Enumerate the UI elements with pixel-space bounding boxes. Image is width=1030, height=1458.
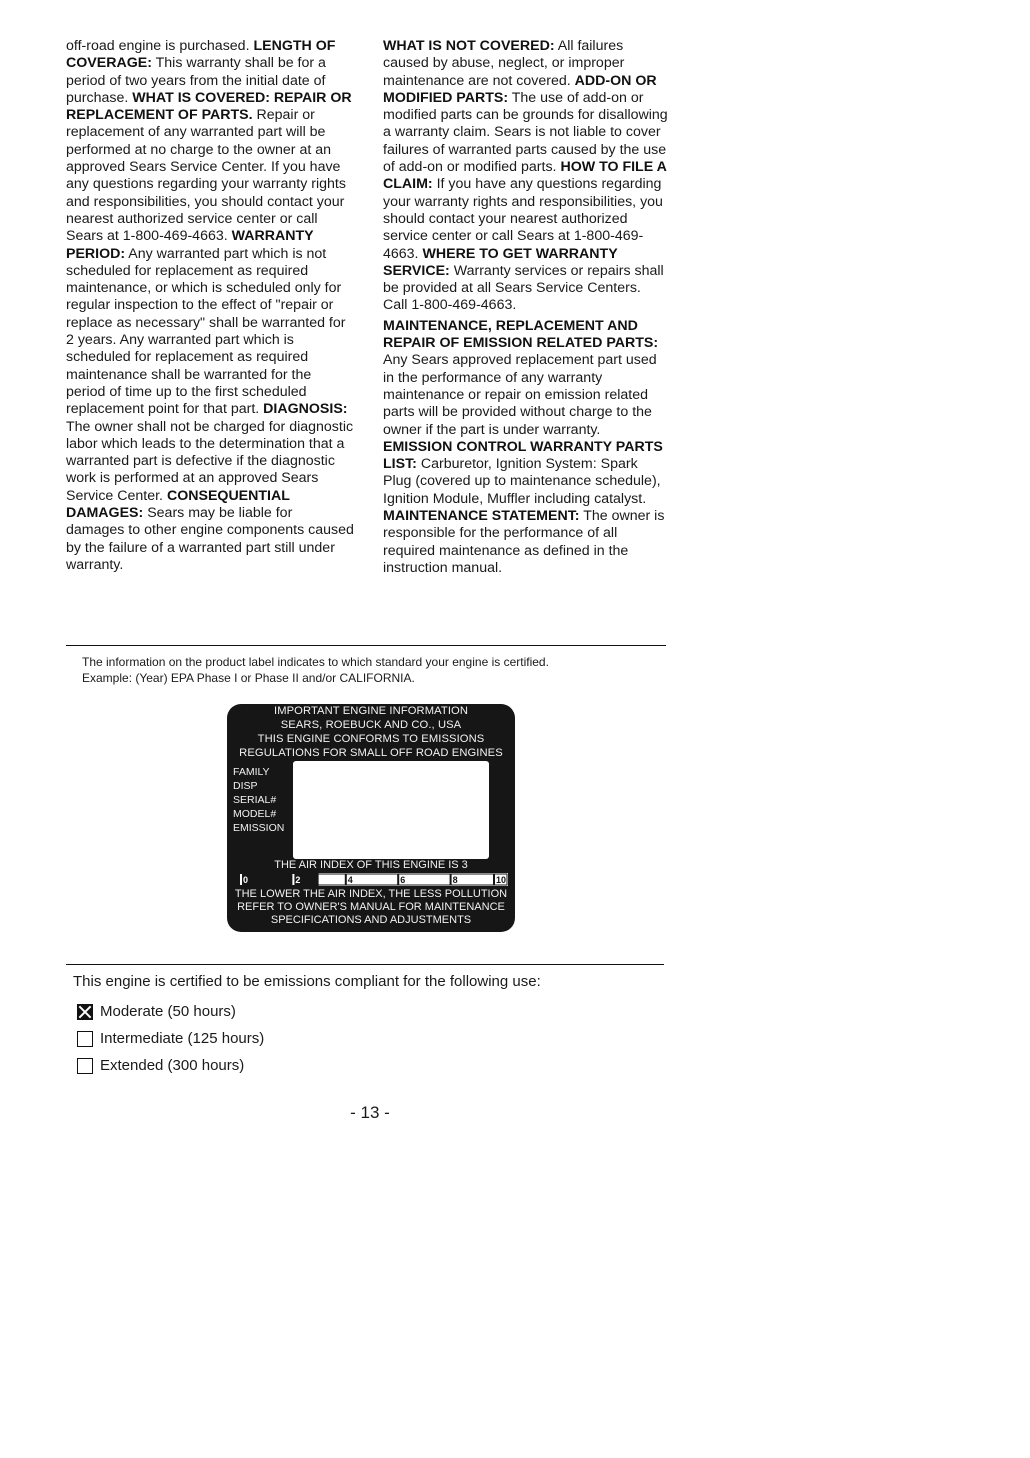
label-header-line: REGULATIONS FOR SMALL OFF ROAD ENGINES <box>239 747 503 759</box>
section-heading: WHAT IS NOT COVERED: <box>383 38 555 54</box>
checkbox-extended[interactable] <box>77 1058 93 1074</box>
divider-bottom <box>66 964 664 965</box>
label-header-line: SEARS, ROEBUCK AND CO., USA <box>280 719 462 731</box>
label-field-serial: SERIAL# <box>233 794 277 806</box>
scale-label: 0 <box>243 875 249 885</box>
engine-info-label <box>227 704 515 932</box>
section-heading: HOW TO FILE A CLAIM: <box>383 159 667 193</box>
scale-tick <box>292 874 294 885</box>
scale-tick <box>345 874 347 885</box>
section-heading: MAINTENANCE, REPLACEMENT AND REPAIR OF EMISSION RELATED PARTS: <box>383 317 659 352</box>
scale-label: 2 <box>295 875 301 885</box>
label-field-disp: DISP <box>233 780 258 792</box>
section-heading: MAINTENANCE STATEMENT: <box>383 508 580 525</box>
label-info-note <box>82 655 672 686</box>
option-intermediate[interactable] <box>77 1030 264 1048</box>
scale-label: 8 <box>452 875 458 885</box>
section-heading: LENGTH OF COVERAGE: <box>66 38 336 72</box>
label-field-family: FAMILY <box>233 766 270 778</box>
option-extended[interactable] <box>77 1057 244 1075</box>
section-heading: WARRANTY PERIOD: <box>66 228 314 262</box>
scale-label: 6 <box>400 875 406 885</box>
section-text: Repair or replacement of any warranted part will be performed at no charge to the owner at an approved Sears Service Center. If you have any questions regarding your warranty rights and responsibilities, you should contact your nearest authorized service center or call Sears at 1-800-469-4663. <box>66 107 346 245</box>
label-header <box>227 704 515 760</box>
warranty-text-right-a <box>383 38 669 315</box>
option-moderate[interactable] <box>77 1003 236 1021</box>
option-label: Extended (300 hours) <box>100 1057 245 1074</box>
section-heading: CONSEQUENTIAL DAMAGES: <box>66 487 290 522</box>
page-number: - 13 - <box>350 1103 390 1122</box>
section-text: Warranty services or repairs shall be provided at all Sears Service Centers. Call 1-800-469-4663. <box>383 262 664 314</box>
scale-tick <box>240 874 242 885</box>
option-label: Moderate (50 hours) <box>100 1003 236 1020</box>
label-field-model: MODEL# <box>233 808 277 820</box>
label-field-emission: EMISSION <box>233 822 285 834</box>
warranty-text-right-b <box>383 318 669 577</box>
checkbox-moderate[interactable] <box>77 1004 93 1020</box>
label-footer-line: THE LOWER THE AIR INDEX, THE LESS POLLUTION <box>234 888 508 900</box>
divider-top <box>66 645 666 646</box>
scale-tick <box>493 874 495 885</box>
section-text: Sears may be liable for damages to other engine components caused by the failure of a warranted part still under warranty. <box>66 505 354 573</box>
certification-statement: This engine is certified to be emissions compliant for the following use: <box>73 973 541 990</box>
section-heading: EMISSION CONTROL WARRANTY PARTS LIST: <box>383 438 663 473</box>
section-text: This warranty shall be for a period of two years from the initial date of purchase. <box>66 55 326 106</box>
label-header-line: THIS ENGINE CONFORMS TO EMISSIONS <box>257 733 485 745</box>
scale-tick <box>397 874 399 885</box>
scale-label: 4 <box>347 875 353 885</box>
label-footer <box>227 888 515 927</box>
scale-tick <box>450 874 452 885</box>
note-line-1: The information on the product label indicates to which standard your engine is certified. <box>82 655 549 669</box>
warranty-text-left <box>66 38 354 574</box>
scale-label: 10 <box>496 875 507 885</box>
section-heading: DIAGNOSIS: <box>263 401 348 418</box>
option-label: Intermediate (125 hours) <box>100 1030 265 1047</box>
section-heading: ADD-ON OR MODIFIED PARTS: <box>383 72 657 106</box>
section-text: The use of add-on or modified parts can be grounds for disallowing a warranty claim. Sears is not liable to cover failures of warranted parts caused by the use of add-on or modified parts. <box>383 89 668 176</box>
section-heading: WHERE TO GET WARRANTY SERVICE: <box>383 245 618 279</box>
note-line-2: Example: (Year) EPA Phase I or Phase II and/or CALIFORNIA. <box>82 670 415 685</box>
air-index-text: THE AIR INDEX OF THIS ENGINE IS 3 <box>274 859 468 871</box>
label-info-box <box>293 761 489 859</box>
section-heading: WHAT IS COVERED: REPAIR OR REPLACEMENT OF PARTS. <box>66 89 352 124</box>
intro-text: off-road engine is purchased. <box>66 38 250 54</box>
label-footer-line: SPECIFICATIONS AND ADJUSTMENTS <box>270 914 472 926</box>
checkbox-intermediate[interactable] <box>77 1031 93 1047</box>
section-text: Carburetor, Ignition System: Spark Plug (covered up to maintenance schedule), Ignition Module, Muffler including catalyst. <box>383 456 661 507</box>
section-text: Any warranted part which is not scheduled for replacement as required maintenance, or which is scheduled only for regular inspection to the effect of "repair or replace as necessary" shall be warranted for 2 years. Any warranted part which is scheduled for replacement as required maintenance shall be warranted for the period of time up to the first scheduled replacement point for that part. <box>66 245 346 418</box>
label-footer-line: REFER TO OWNER'S MANUAL FOR MAINTENANCE <box>237 901 505 913</box>
section-text: The owner is responsible for the performance of all required maintenance as defined in the instruction manual. <box>383 508 665 576</box>
warranty-right-column <box>383 38 669 577</box>
air-index-scale <box>234 873 508 886</box>
section-text: Any Sears approved replacement part used in the performance of any warranty maintenance or repair on emission related parts will be provided without charge to the owner if the part is under warranty. <box>383 352 657 438</box>
warranty-left-column <box>66 38 354 574</box>
section-text: If you have any questions regarding your warranty rights and responsibilities, you should contact your nearest authorized service center or call Sears at 1-800-469-4663. <box>383 176 663 262</box>
label-header-line: IMPORTANT ENGINE INFORMATION <box>273 705 469 717</box>
section-text: The owner shall not be charged for diagnostic labor which leads to the determination that a warranted part is defective if the diagnostic work is performed at an approved Sears Service Center. <box>66 418 354 504</box>
section-text: All failures caused by abuse, neglect, or improper maintenance are not covered. <box>383 38 625 89</box>
